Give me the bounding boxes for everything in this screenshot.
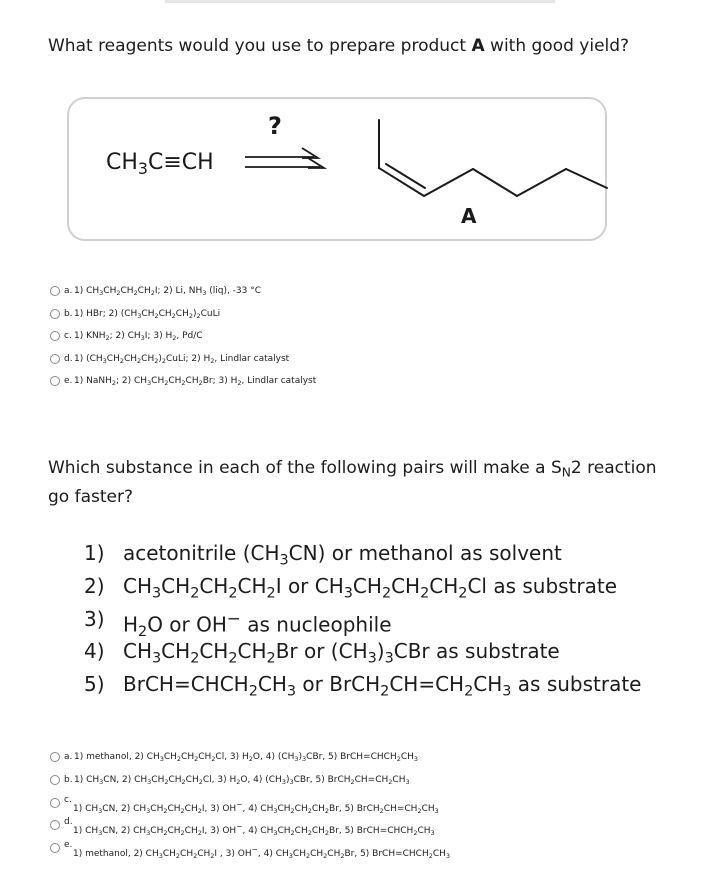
radio-button[interactable] xyxy=(50,820,60,830)
radio-button[interactable] xyxy=(50,309,60,319)
radio-button[interactable] xyxy=(50,775,60,785)
radio-button[interactable] xyxy=(50,376,60,386)
product-skeletal-structure xyxy=(379,120,607,196)
radio-button[interactable] xyxy=(50,798,60,808)
product-label: A xyxy=(461,204,477,228)
arrow-label: ? xyxy=(268,112,282,140)
radio-button[interactable] xyxy=(50,354,60,364)
equilibrium-arrow xyxy=(245,148,324,168)
question-2-prompt: Which substance in each of the following pairs will make a $S_N2$ reaction go faster? xyxy=(48,458,657,507)
reaction-drawing xyxy=(0,0,720,260)
radio-button[interactable] xyxy=(50,843,60,853)
radio-button[interactable] xyxy=(50,752,60,762)
reactant-formula: $CH_3C\equiv CH$ xyxy=(106,150,214,178)
radio-button[interactable] xyxy=(50,331,60,341)
radio-button[interactable] xyxy=(50,286,60,296)
question-1-prompt: What reagents would you use to prepare product A with good yield? xyxy=(48,36,630,56)
